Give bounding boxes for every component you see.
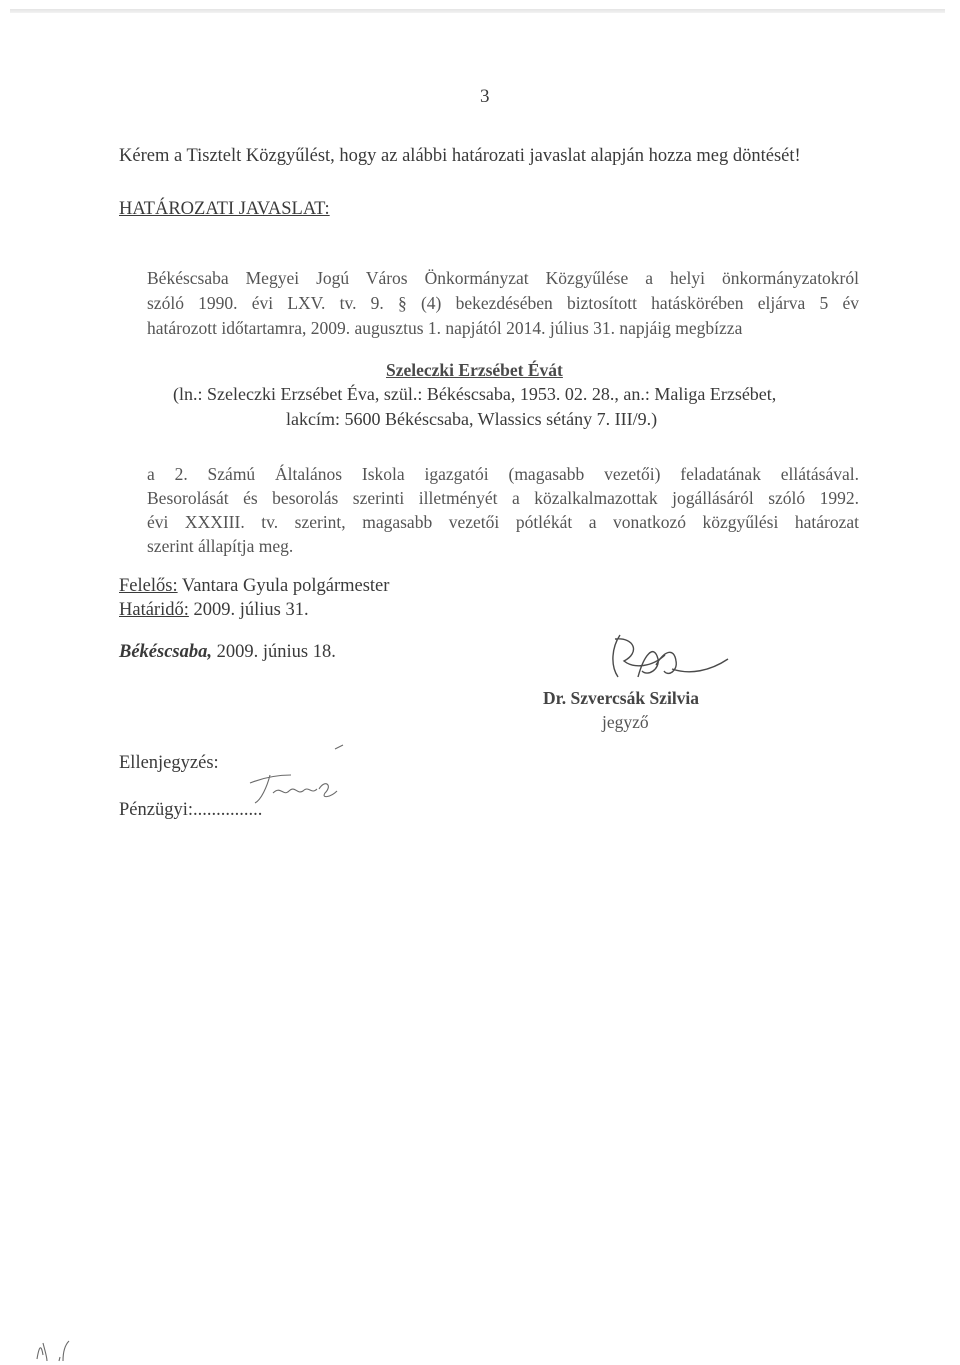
paragraph2-line-1: a 2. Számú Általános Iskola igazgatói (magasabb vezetői) feladatának ellátásával. xyxy=(147,464,859,484)
resolution-heading: HATÁROZATI JAVASLAT: xyxy=(119,199,330,219)
date: 2009. június 18. xyxy=(212,642,336,662)
corner-handwritten-mark xyxy=(35,1335,75,1363)
appointee-name: Szeleczki Erzsébet Évát xyxy=(386,360,563,380)
place-date-line xyxy=(119,640,336,664)
paragraph2-line-2: Besorolását és besorolás szerinti illetményét a közalkalmazottak jogállásáról szóló 1992. xyxy=(147,488,859,508)
appointee-details-1: (ln.: Szeleczki Erzsébet Éva, szül.: Békéscsaba, 1953. 02. 28., an.: Maliga Erzsébet, xyxy=(173,384,777,404)
deadline-line xyxy=(119,598,309,622)
intro-text: Kérem a Tisztelt Közgyűlést, hogy az alábbi határozati javaslat alapján hozza meg döntését! xyxy=(119,146,801,166)
deadline-label: Határidő: xyxy=(119,600,189,620)
paragraph1-line-2: szóló 1990. évi LXV. tv. 9. § (4) bekezdésében biztosított hatáskörében eljárva 5 év xyxy=(147,293,859,313)
finance-label: Pénzügyi: xyxy=(119,800,193,820)
scan-top-edge xyxy=(10,9,945,13)
appointee-details-2: lakcím: 5600 Békéscsaba, Wlassics sétány 7. III/9.) xyxy=(286,409,658,429)
page-number: 3 xyxy=(480,86,490,107)
paragraph1-line-1: Békéscsaba Megyei Jogú Város Önkormányzat Közgyűlése a helyi önkormányzatokról xyxy=(147,268,859,288)
finance-signature xyxy=(225,745,360,810)
signatory-title: jegyző xyxy=(602,712,649,732)
deadline-value: 2009. július 31. xyxy=(188,600,309,620)
signatory-name: Dr. Szvercsák Szilvia xyxy=(543,688,700,708)
finance-dots: ............... xyxy=(193,800,263,820)
paragraph1-line-3: határozott időtartamra, 2009. augusztus 1. napjától 2014. július 31. napjáig megbízza xyxy=(147,318,743,338)
responsible-label: Felelős: xyxy=(119,576,178,596)
paragraph2-line-3: évi XXXIII. tv. szerint, magasabb vezetői pótlékát a vonatkozó közgyűlési határozat xyxy=(147,512,859,532)
responsible-value: Vantara Gyula polgármester xyxy=(177,576,390,596)
countersign-label: Ellenjegyzés: xyxy=(119,753,219,773)
paragraph2-line-4: szerint állapítja meg. xyxy=(147,536,294,556)
responsible-line xyxy=(119,574,389,598)
place: Békéscsaba, xyxy=(119,642,212,662)
